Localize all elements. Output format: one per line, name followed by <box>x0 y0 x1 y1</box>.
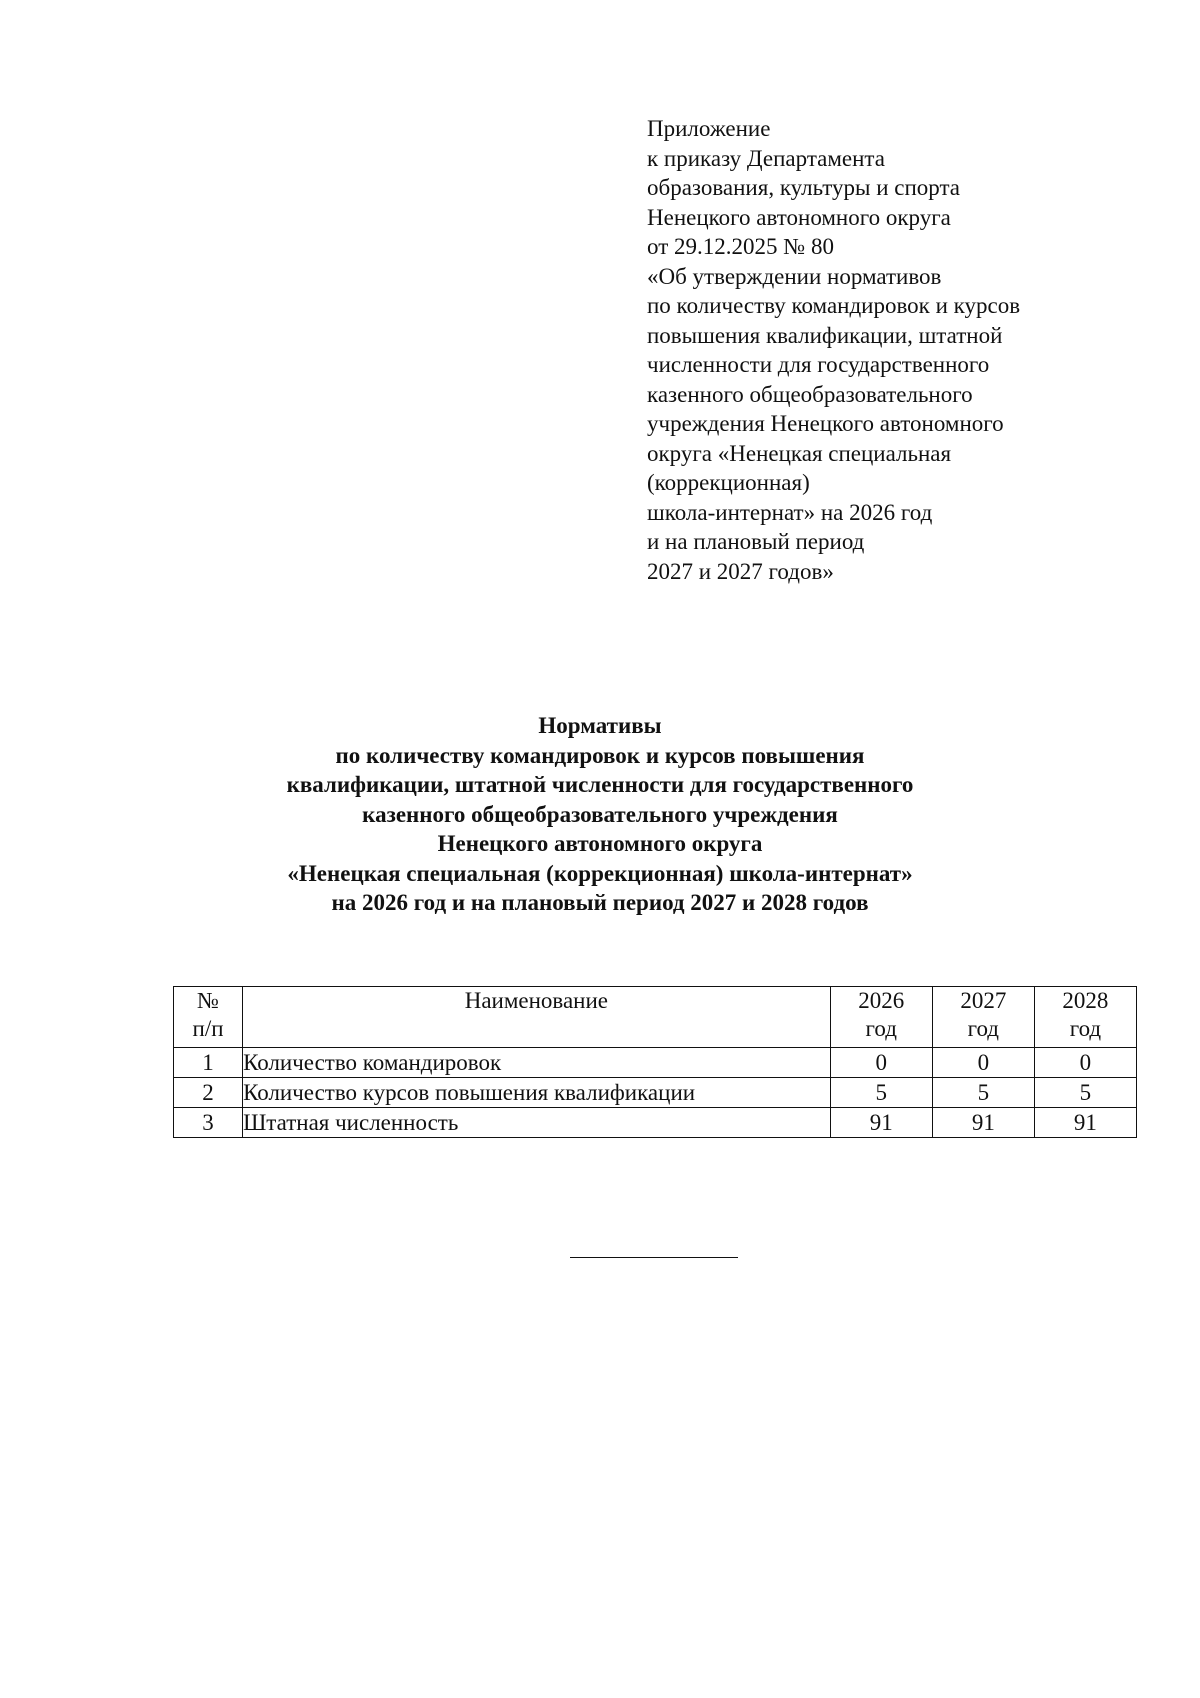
header-year-unit: год <box>865 1016 897 1041</box>
title-line: по количеству командировок и курсов повышения <box>335 742 865 768</box>
appendix-line: от 29.12.2025 № 80 <box>647 234 834 259</box>
document-title <box>0 711 1200 918</box>
appendix-line: повышения квалификации, штатной <box>647 322 1003 348</box>
table-header-row <box>174 987 1137 1048</box>
title-line: «Ненецкая специальная (коррекционная) школа-интернат» <box>287 860 913 886</box>
appendix-line: к приказу Департамента <box>647 145 885 171</box>
appendix-line: и на плановый период <box>647 529 865 554</box>
appendix-line: округа «Ненецкая специальная <box>647 440 952 466</box>
row-value-2026: 91 <box>830 1108 932 1138</box>
row-name: Количество командировок <box>243 1048 831 1078</box>
appendix-line: 2027 и 2027 годов» <box>647 558 834 584</box>
title-line: квалификации, штатной численности для государственного <box>286 772 914 797</box>
appendix-line: «Об утверждении нормативов <box>647 263 942 289</box>
title-line: Ненецкого автономного округа <box>437 831 763 856</box>
appendix-line: учреждения Ненецкого автономного <box>647 411 1004 436</box>
row-name: Количество курсов повышения квалификации <box>243 1078 831 1108</box>
appendix-line: по количеству командировок и курсов <box>647 293 1021 318</box>
norms-table <box>173 986 1137 1138</box>
appendix-line: образования, культуры и спорта <box>647 175 961 200</box>
header-num <box>174 987 243 1048</box>
row-value-2027: 0 <box>932 1048 1034 1078</box>
header-2027 <box>932 987 1034 1048</box>
header-name-label: Наименование <box>464 988 609 1013</box>
appendix-block <box>647 114 1117 586</box>
row-value-2028: 5 <box>1034 1078 1136 1108</box>
header-year: 2028 <box>1062 988 1109 1013</box>
appendix-line: казенного общеобразовательного <box>647 381 973 407</box>
header-num-line: п/п <box>192 1016 224 1041</box>
appendix-line: (коррекционная) <box>647 470 810 495</box>
table-row <box>174 1078 1137 1108</box>
table-row <box>174 1048 1137 1078</box>
header-year: 2026 <box>858 988 905 1013</box>
row-number: 1 <box>174 1048 243 1078</box>
title-line: Нормативы <box>538 713 662 738</box>
row-value-2027: 91 <box>932 1108 1034 1138</box>
header-2026 <box>830 987 932 1048</box>
row-value-2027: 5 <box>932 1078 1034 1108</box>
row-value-2026: 0 <box>830 1048 932 1078</box>
title-line: казенного общеобразовательного учреждения <box>362 801 838 827</box>
row-value-2026: 5 <box>830 1078 932 1108</box>
row-number: 3 <box>174 1108 243 1138</box>
row-number: 2 <box>174 1078 243 1108</box>
title-line: на 2026 год и на плановый период 2027 и 2028 годов <box>331 890 869 915</box>
header-name <box>243 987 831 1048</box>
appendix-line: Приложение <box>647 116 771 141</box>
header-num-line: № <box>197 988 219 1013</box>
end-separator-line <box>570 1257 738 1258</box>
appendix-line: численности для государственного <box>647 352 990 377</box>
row-value-2028: 0 <box>1034 1048 1136 1078</box>
header-year-unit: год <box>1069 1016 1102 1041</box>
table-row <box>174 1108 1137 1138</box>
appendix-line: Ненецкого автономного округа <box>647 204 951 230</box>
appendix-line: школа-интернат» на 2026 год <box>647 499 933 525</box>
row-value-2028: 91 <box>1034 1108 1136 1138</box>
header-year: 2027 <box>960 988 1007 1013</box>
row-name: Штатная численность <box>243 1108 831 1138</box>
header-year-unit: год <box>967 1016 1000 1041</box>
header-2028 <box>1034 987 1136 1048</box>
